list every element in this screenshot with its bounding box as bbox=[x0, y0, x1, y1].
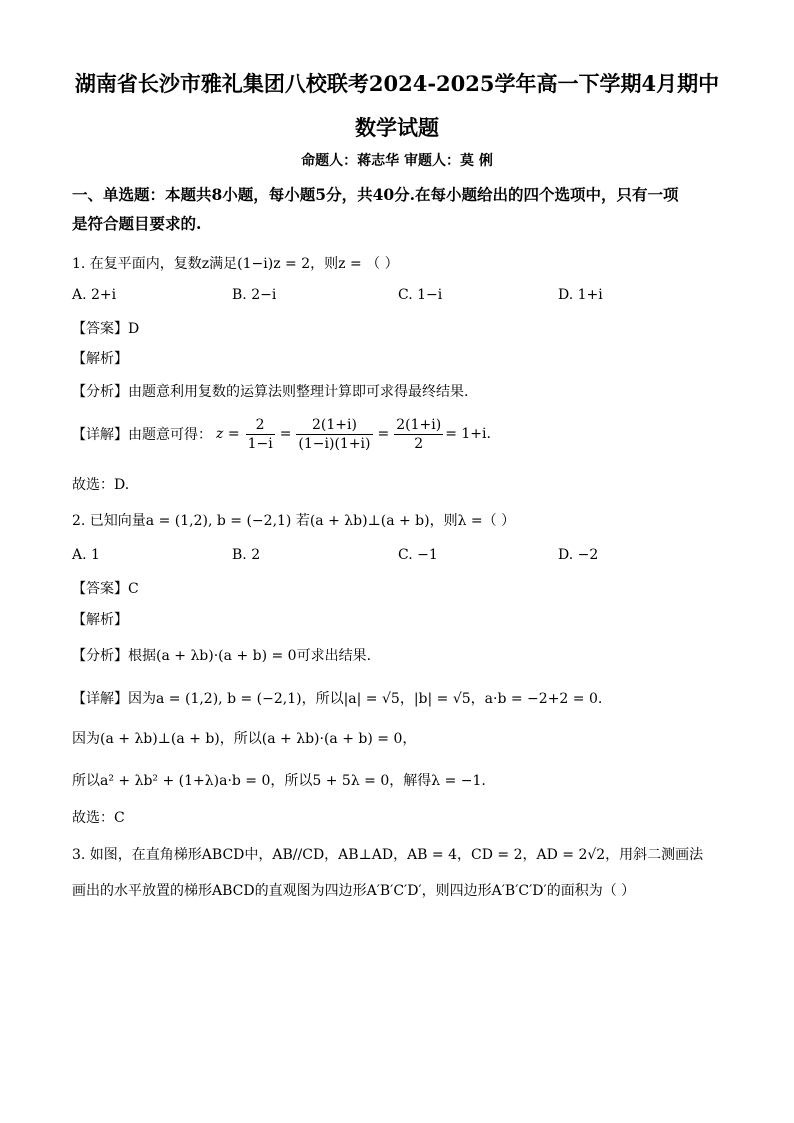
section1-heading-line1: 一、单选题：本题共8小题，每小题5分，共40分.在每小题给出的四个选项中，只有一项 bbox=[72, 185, 679, 204]
q1-frac1-num: 2 bbox=[246, 416, 275, 435]
q1-jiexi: 【解析】 bbox=[72, 351, 128, 367]
q1-equals-1: = bbox=[279, 426, 292, 442]
q1-fraction-3 bbox=[394, 416, 443, 453]
q2-guxuan: 故选：C bbox=[72, 810, 125, 826]
q1-xiangjie-pre: 由题意可得： bbox=[128, 427, 212, 443]
document-title-line2: 数学试题 bbox=[355, 115, 439, 140]
q2-xiangjie-tag: 【详解】 bbox=[72, 691, 128, 707]
q1-option-b: B. 2−i bbox=[232, 287, 277, 303]
q1-option-a: A. 2+i bbox=[72, 287, 117, 303]
q2-answer-tag: 【答案】 bbox=[72, 581, 128, 597]
q1-answer bbox=[72, 318, 139, 338]
q2-answer bbox=[72, 578, 139, 598]
q1-fraction-2 bbox=[296, 416, 372, 453]
q2-jiexi: 【解析】 bbox=[72, 612, 128, 628]
q2-fenxi-tag: 【分析】 bbox=[72, 648, 128, 664]
q1-frac2-den: (1−i)(1+i) bbox=[298, 435, 371, 452]
q1-xiangjie-tag: 【详解】 bbox=[72, 427, 128, 443]
q1-answer-tag: 【答案】 bbox=[72, 321, 128, 337]
q2-option-d: D. −2 bbox=[558, 547, 599, 563]
q2-option-b: B. 2 bbox=[232, 547, 261, 563]
q1-frac3-den: 2 bbox=[414, 435, 424, 452]
q2-option-c: C. −1 bbox=[398, 547, 438, 563]
q1-option-c: C. 1−i bbox=[398, 287, 443, 303]
q1-answer-value: D bbox=[128, 321, 140, 337]
document-title-line1: 湖南省长沙市雅礼集团八校联考2024-2025学年高一下学期4月期中 bbox=[74, 71, 720, 96]
q2-stem: 2. 已知向量a = (1,2), b = (−2,1) 若(a + λb)⊥(a + b)，则λ =（ ） bbox=[72, 513, 516, 529]
authors-line: 命题人：蒋志华 审题人：莫 俐 bbox=[301, 153, 493, 169]
q2-xiangjie-text: 因为a = (1,2), b = (−2,1)，所以|a| = √5，|b| = √5，a·b = −2+2 = 0. bbox=[128, 691, 603, 707]
section1-heading-line2: 是符合题目要求的. bbox=[72, 214, 202, 233]
q2-answer-value: C bbox=[128, 581, 139, 597]
q2-line3: 所以a² + λb² + (1+λ)a·b = 0，所以5 + 5λ = 0，解得λ = −1. bbox=[72, 773, 486, 789]
q1-xiangjie bbox=[72, 412, 491, 456]
q2-xiangjie bbox=[72, 688, 602, 708]
q2-line2: 因为(a + λb)⊥(a + b)，所以(a + λb)·(a + b) = 0， bbox=[72, 731, 417, 747]
q1-equals-2: = bbox=[377, 426, 390, 442]
q3-line2: 画出的水平放置的梯形ABCD的直观图为四边形A′B′C′D′，则四边形A′B′C′D′的面积为（ ） bbox=[72, 883, 636, 899]
q1-fenxi bbox=[72, 381, 468, 401]
q1-option-d: D. 1+i bbox=[558, 287, 603, 303]
q2-fenxi bbox=[72, 645, 371, 665]
q2-option-a: A. 1 bbox=[72, 547, 100, 563]
q2-fenxi-text: 根据(a + λb)·(a + b) = 0可求出结果. bbox=[128, 648, 372, 664]
q1-stem: 1. 在复平面内，复数z满足(1−i)z = 2，则z = （ ） bbox=[72, 256, 399, 272]
q1-frac3-num: 2(1+i) bbox=[396, 416, 442, 433]
q1-fenxi-text: 由题意利用复数的运算法则整理计算即可求得最终结果. bbox=[128, 384, 469, 400]
q1-result: = 1+i. bbox=[445, 426, 491, 442]
q1-guxuan: 故选：D. bbox=[72, 477, 130, 493]
q3-line1: 3. 如图，在直角梯形ABCD中，AB//CD，AB⊥AD，AB = 4，CD = 2，AD = 2√2，用斜二测画法 bbox=[72, 847, 704, 863]
q1-var-z: z = bbox=[216, 426, 240, 442]
q1-frac2-num: 2(1+i) bbox=[296, 416, 372, 435]
q1-fraction-1 bbox=[246, 416, 275, 453]
q1-frac1-den: 1−i bbox=[247, 435, 273, 452]
q1-fenxi-tag: 【分析】 bbox=[72, 384, 128, 400]
